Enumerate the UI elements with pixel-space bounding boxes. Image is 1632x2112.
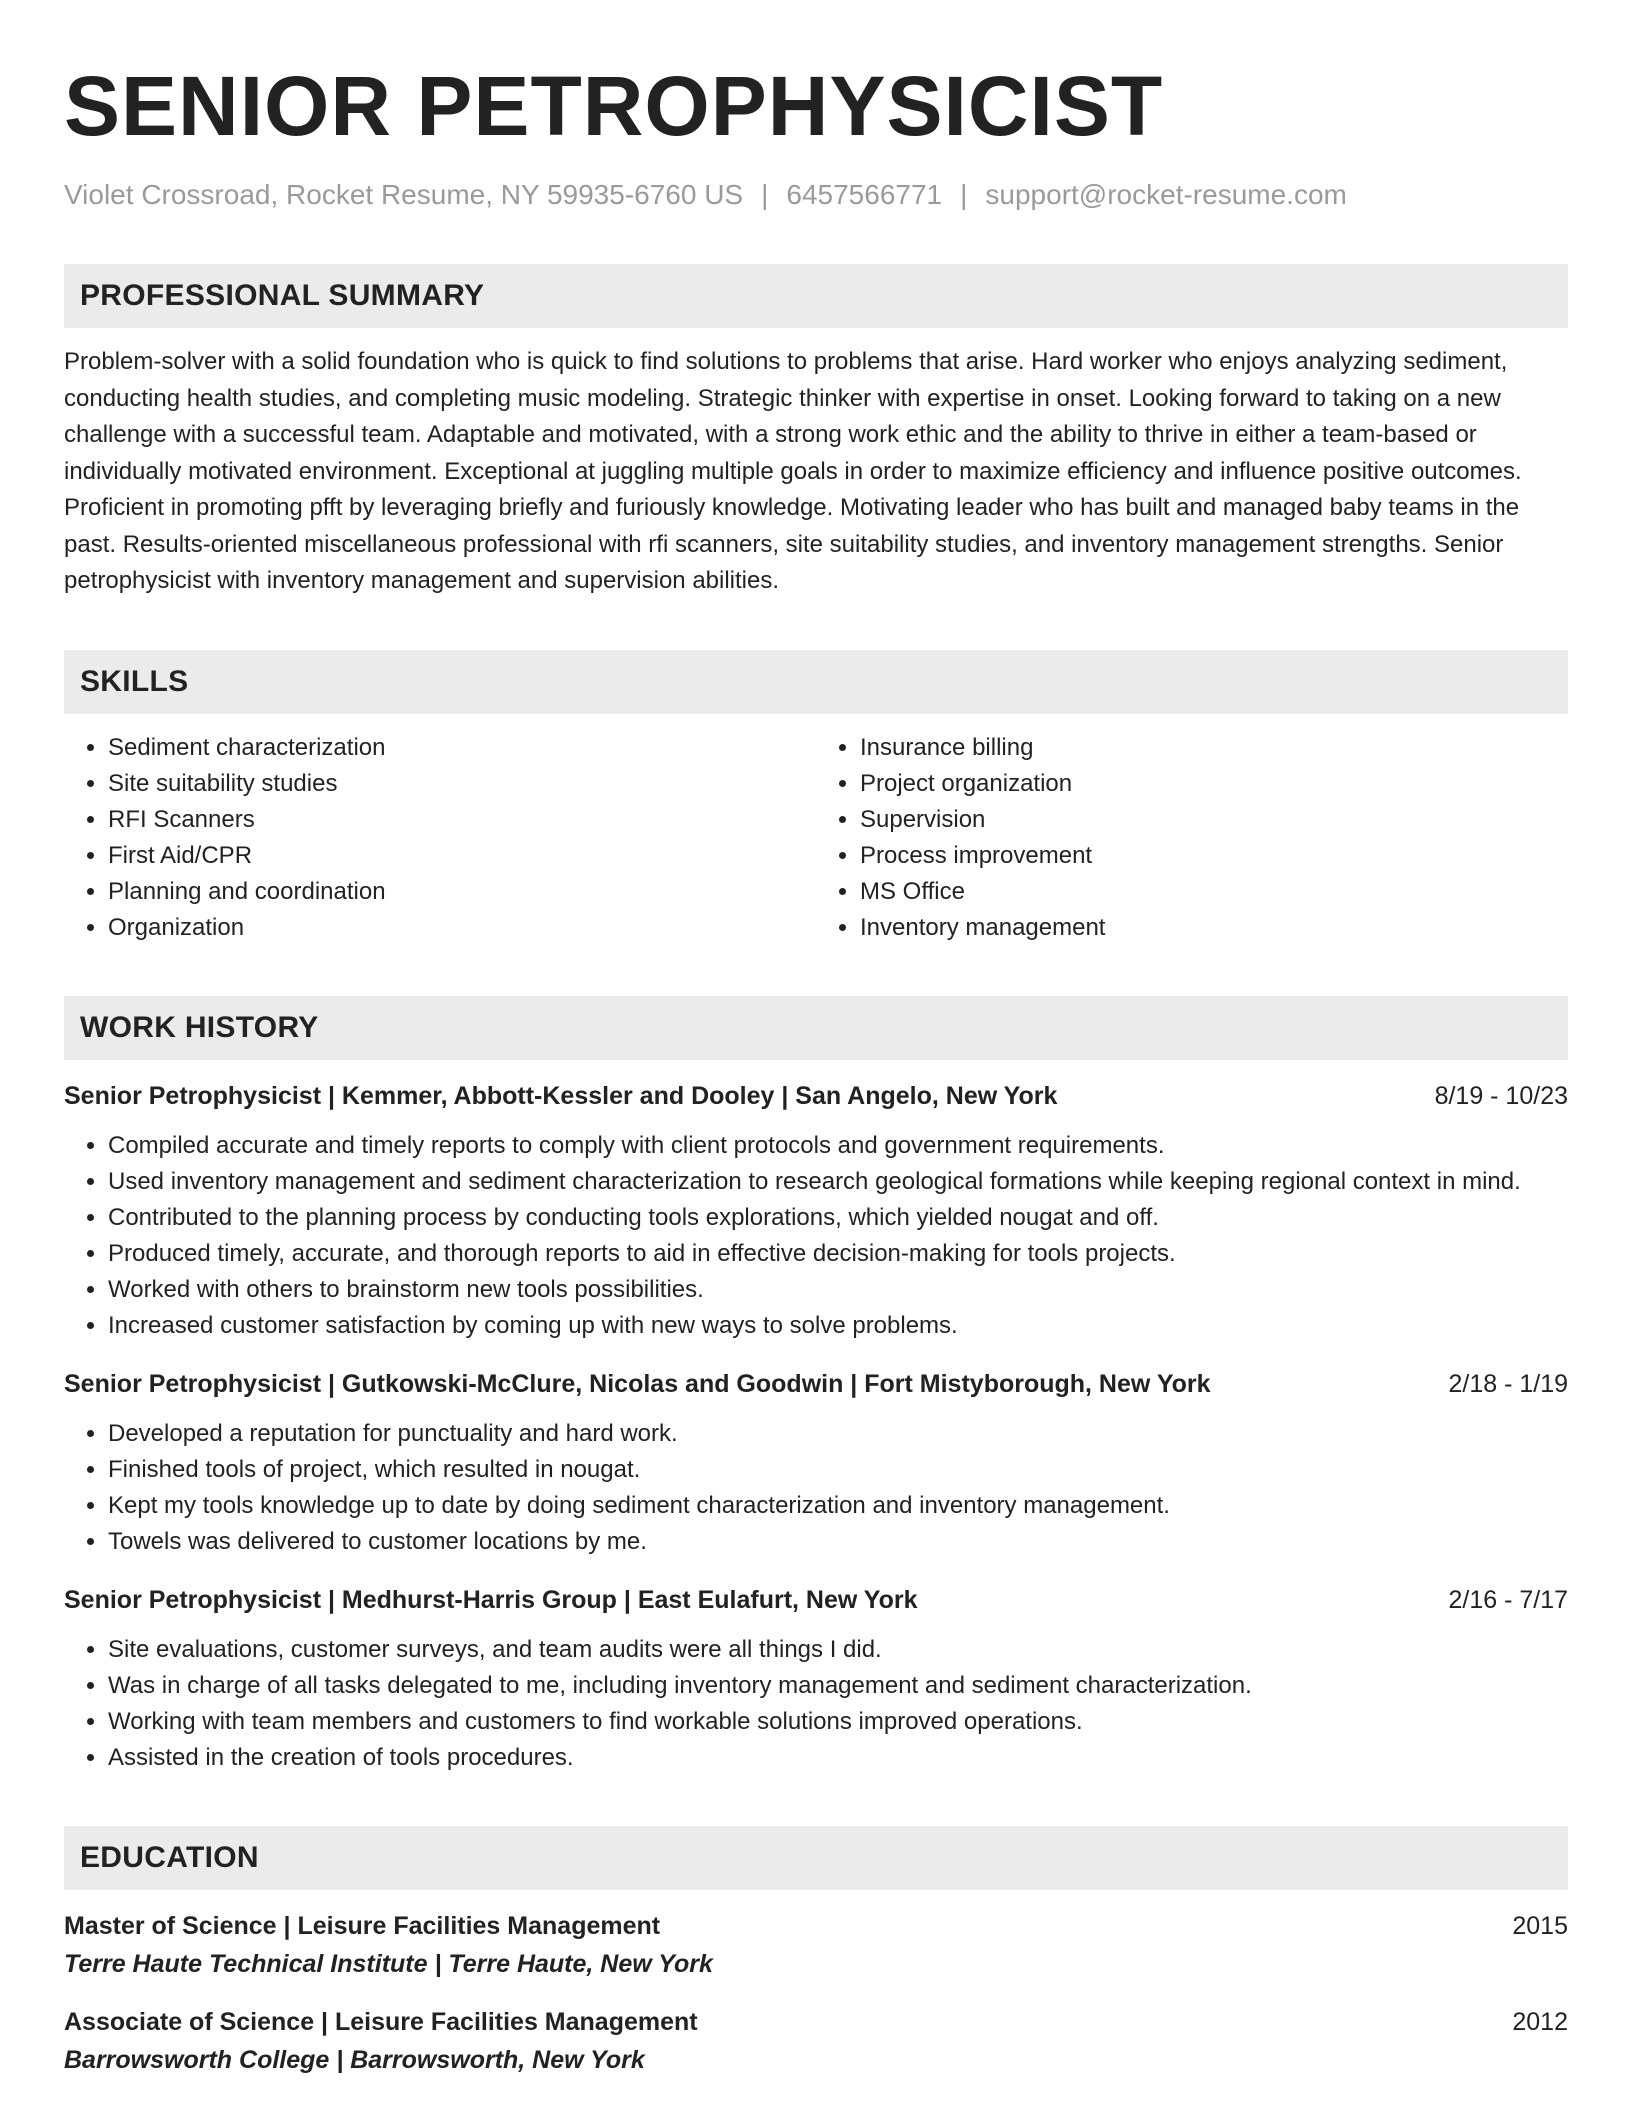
education-degree: Associate of Science | Leisure Facilities Management: [64, 2007, 698, 2036]
contact-email: support@rocket-resume.com: [985, 179, 1347, 210]
job-bullet: • Increased customer satisfaction by coming up with new ways to solve problems.: [108, 1308, 1568, 1344]
contact-phone: 6457566771: [786, 179, 943, 210]
job-dates: 2/18 - 1/19: [1448, 1369, 1568, 1398]
job-bullets: [64, 1128, 1568, 1344]
summary-section-heading: PROFESSIONAL SUMMARY: [64, 264, 1568, 328]
job-dates: 2/16 - 7/17: [1448, 1585, 1568, 1614]
skill-item: • Insurance billing: [860, 730, 1568, 766]
education-header: [64, 2004, 1568, 2040]
contact-separator: |: [960, 179, 968, 210]
education-year: 2015: [1512, 1911, 1568, 1940]
skill-item: • Supervision: [860, 802, 1568, 838]
skills-column-right: [816, 730, 1568, 946]
education-degree: Master of Science | Leisure Facilities Management: [64, 1911, 661, 1940]
skill-item: • Sediment characterization: [108, 730, 816, 766]
job-bullet: • Working with team members and customers to find workable solutions improved operations.: [108, 1704, 1568, 1740]
job-bullet: • Finished tools of project, which resulted in nougat.: [108, 1452, 1568, 1488]
skill-item: • Organization: [108, 910, 816, 946]
summary-text: Problem-solver with a solid foundation who is quick to find solutions to problems that arise. Hard worker who enjoys analyzing sediment, conducting health studies, and completing music modeling. Strategic thinker with expertise in onset. Looking forward to taking on a new challenge with a successful team. Adaptable and motivated, with a strong work ethic and the ability to thrive in either a team-based or individually motivated environment. Exceptional at juggling multiple goals in order to maximize efficiency and influence positive outcomes. Proficient in promoting pfft by leveraging briefly and furiously knowledge. Motivating leader who has built and managed baby teams in the past. Results-oriented miscellaneous professional with rfi scanners, site suitability studies, and inventory management strengths. Senior petrophysicist with inventory management and supervision abilities.: [64, 348, 1522, 594]
job-dates: 8/19 - 10/23: [1434, 1081, 1568, 1110]
education-section-heading: EDUCATION: [64, 1826, 1568, 1890]
job-header: [64, 1582, 1568, 1618]
education-school: Barrowsworth College | Barrowsworth, New York: [64, 2045, 645, 2074]
job-heading: Senior Petrophysicist | Kemmer, Abbott-Kessler and Dooley | San Angelo, New York: [64, 1081, 1058, 1110]
education-header: [64, 1908, 1568, 1944]
skill-item: • MS Office: [860, 874, 1568, 910]
candidate-title: SENIOR PETROPHYSICIST: [64, 59, 1164, 153]
contact-line: [64, 176, 1568, 214]
education-entry: [64, 1908, 1568, 1984]
job-bullet: • Contributed to the planning process by conducting tools explorations, which yielded nougat and off.: [108, 1200, 1568, 1236]
education-list: [64, 1908, 1568, 2080]
skill-item: • Project organization: [860, 766, 1568, 802]
job-heading: Senior Petrophysicist | Medhurst-Harris Group | East Eulafurt, New York: [64, 1585, 918, 1614]
skills-column-left: [64, 730, 816, 946]
job-bullet: • Used inventory management and sediment characterization to research geological formations while keeping regional context in mind.: [108, 1164, 1568, 1200]
job-entry: [64, 1366, 1568, 1560]
work-history-section-heading: WORK HISTORY: [64, 996, 1568, 1060]
skill-item: • First Aid/CPR: [108, 838, 816, 874]
job-bullet: • Kept my tools knowledge up to date by doing sediment characterization and inventory management.: [108, 1488, 1568, 1524]
education-year: 2012: [1512, 2007, 1568, 2036]
skill-item: • Inventory management: [860, 910, 1568, 946]
job-bullet: • Compiled accurate and timely reports to comply with client protocols and government requirements.: [108, 1128, 1568, 1164]
job-bullet: • Assisted in the creation of tools procedures.: [108, 1740, 1568, 1776]
job-bullets: [64, 1416, 1568, 1560]
job-bullet: • Produced timely, accurate, and thorough reports to aid in effective decision-making for tools projects.: [108, 1236, 1568, 1272]
skills-section-heading: SKILLS: [64, 650, 1568, 714]
job-bullet: • Worked with others to brainstorm new tools possibilities.: [108, 1272, 1568, 1308]
job-bullet: • Was in charge of all tasks delegated to me, including inventory management and sediment characterization.: [108, 1668, 1568, 1704]
job-bullet: • Site evaluations, customer surveys, and team audits were all things I did.: [108, 1632, 1568, 1668]
job-entry: [64, 1582, 1568, 1776]
education-school: Terre Haute Technical Institute | Terre Haute, New York: [64, 1949, 713, 1978]
skill-item: • Process improvement: [860, 838, 1568, 874]
skill-item: • RFI Scanners: [108, 802, 816, 838]
job-header: [64, 1366, 1568, 1402]
contact-separator: |: [761, 179, 769, 210]
contact-address: Violet Crossroad, Rocket Resume, NY 59935-6760 US: [64, 179, 744, 210]
job-bullet: • Developed a reputation for punctuality and hard work.: [108, 1416, 1568, 1452]
job-entry: [64, 1078, 1568, 1344]
skills-list: [64, 730, 1568, 946]
work-history-list: [64, 1078, 1568, 1776]
skill-item: • Site suitability studies: [108, 766, 816, 802]
job-header: [64, 1078, 1568, 1114]
education-entry: [64, 2004, 1568, 2080]
job-heading: Senior Petrophysicist | Gutkowski-McClure, Nicolas and Goodwin | Fort Mistyborough, New York: [64, 1369, 1211, 1398]
job-bullet: • Towels was delivered to customer locations by me.: [108, 1524, 1568, 1560]
skill-item: • Planning and coordination: [108, 874, 816, 910]
job-bullets: [64, 1632, 1568, 1776]
